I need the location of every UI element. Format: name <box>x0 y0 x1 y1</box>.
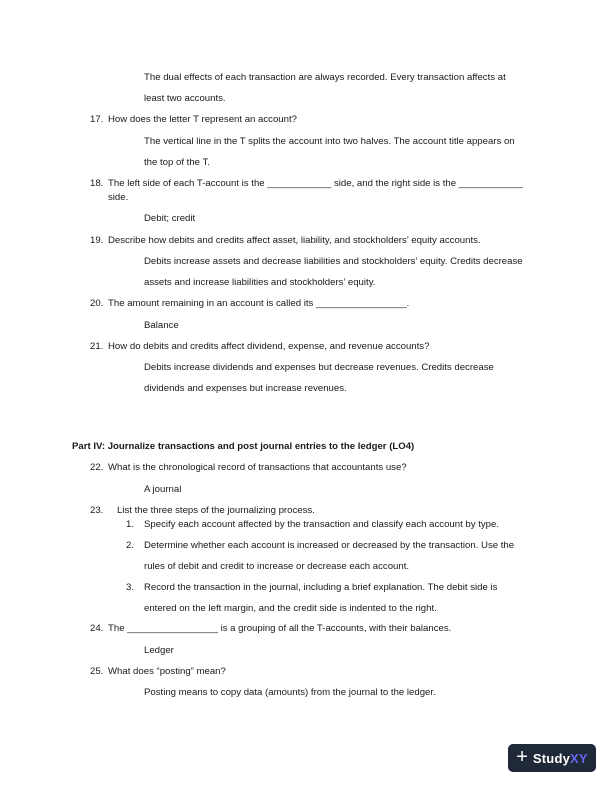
question-number: 22. <box>90 462 104 473</box>
answer-text: Balance <box>144 320 179 331</box>
question-text: side. <box>108 192 129 203</box>
step-text: rules of debit and credit to increase or decrease each account. <box>144 561 410 572</box>
badge-label: StudyXY <box>532 750 588 766</box>
answer-text: Debits increase dividends and expenses but decrease revenues. Credits decrease <box>144 362 494 373</box>
question-number: 20. <box>90 298 104 309</box>
question-text: The _________________ is a grouping of all the T-accounts, with their balances. <box>108 623 452 634</box>
section-heading: Part IV: Journalize transactions and post journal entries to the ledger (LO4) <box>72 441 415 452</box>
answer-text: Debits increase assets and decrease liabilities and stockholders’ equity. Credits decrease <box>144 256 523 267</box>
question-number: 21. <box>90 341 104 352</box>
answer-text: assets and increase liabilities and stockholders’ equity. <box>144 277 376 288</box>
answer-text: The vertical line in the T splits the account into two halves. The account title appears on <box>144 136 515 147</box>
question-number: 18. <box>90 178 104 189</box>
question-number: 25. <box>90 666 104 677</box>
question-text: How do debits and credits affect dividend, expense, and revenue accounts? <box>108 341 430 352</box>
answer-text: Ledger <box>144 645 174 656</box>
answer-text: The dual effects of each transaction are always recorded. Every transaction affects at <box>144 72 506 83</box>
answer-text: Debit; credit <box>144 213 196 224</box>
answer-text: the top of the T. <box>144 157 210 168</box>
question-text: The left side of each T-account is the ____________ side, and the right side is the ____________ <box>108 178 523 189</box>
question-number: 19. <box>90 235 104 246</box>
step-number: 3. <box>126 582 135 593</box>
answer-text: A journal <box>144 484 182 495</box>
question-text: Describe how debits and credits affect asset, liability, and stockholders’ equity accounts. <box>108 235 481 246</box>
step-number: 1. <box>126 519 135 530</box>
plus-icon: + <box>516 746 528 768</box>
question-text: List the three steps of the journalizing process. <box>117 505 315 516</box>
answer-text: dividends and expenses but increase revenues. <box>144 383 347 394</box>
answer-text: least two accounts. <box>144 93 226 104</box>
question-number: 17. <box>90 114 104 125</box>
step-number: 2. <box>126 540 135 551</box>
studyxy-badge[interactable] <box>508 744 596 772</box>
question-text: How does the letter T represent an account? <box>108 114 297 125</box>
question-number: 23. <box>90 505 104 516</box>
question-text: What does “posting” mean? <box>108 666 226 677</box>
step-text: entered on the left margin, and the credit side is indented to the right. <box>144 603 437 614</box>
question-text: The amount remaining in an account is called its _________________. <box>108 298 410 309</box>
step-text: Specify each account affected by the transaction and classify each account by type. <box>144 519 500 530</box>
step-text: Record the transaction in the journal, including a brief explanation. The debit side is <box>144 582 498 593</box>
answer-text: Posting means to copy data (amounts) from the journal to the ledger. <box>144 687 436 698</box>
question-number: 24. <box>90 623 104 634</box>
step-text: Determine whether each account is increased or decreased by the transaction. Use the <box>144 540 515 551</box>
question-text: What is the chronological record of transactions that accountants use? <box>108 462 407 473</box>
